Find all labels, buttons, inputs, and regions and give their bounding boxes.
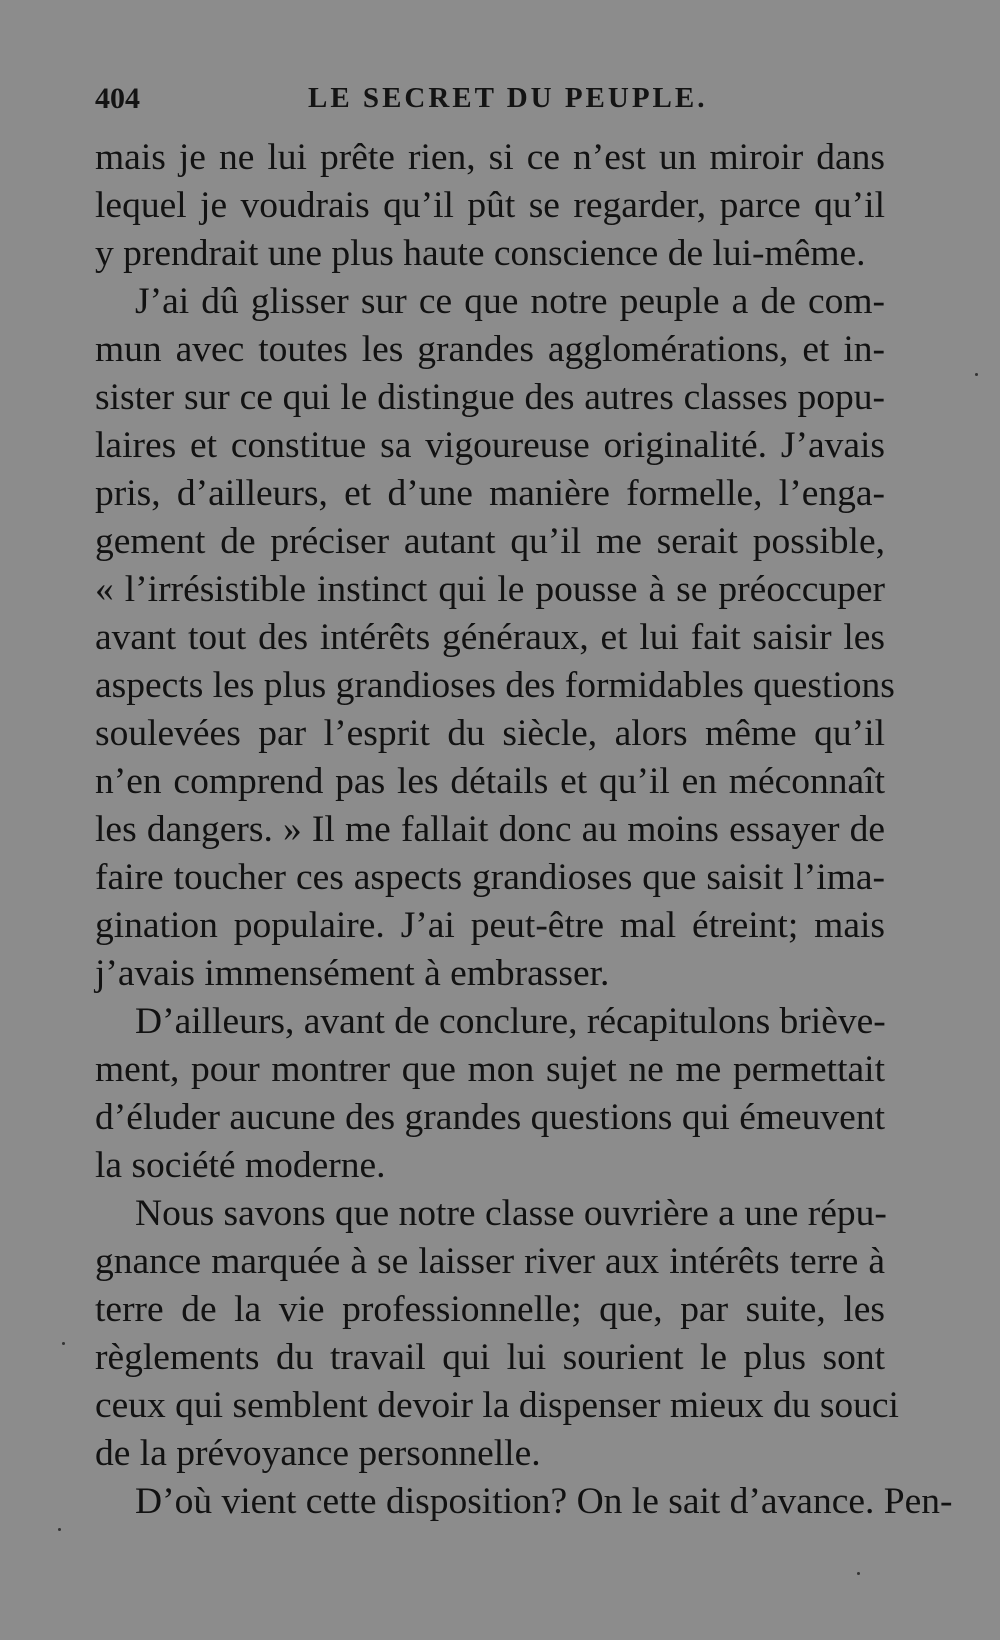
paragraph-start-line: D’où vient cette disposition? On le sait d’avance. Pen-	[135, 1481, 953, 1522]
running-title: LE SECRET DU PEUPLE.	[308, 82, 708, 114]
page-number: 404	[95, 82, 140, 115]
text-line: gement de préciser autant qu’il me serait possible,	[95, 521, 885, 562]
text-line: faire toucher ces aspects grandioses que saisit l’ima-	[95, 857, 885, 898]
text-line: mun avec toutes les grandes agglomérations, et in-	[95, 329, 885, 370]
scan-speck	[58, 1528, 61, 1531]
paragraph-start-line: D’ailleurs, avant de conclure, récapitulons briève-	[135, 1001, 886, 1042]
scan-speck	[62, 1342, 65, 1345]
text-line: « l’irrésistible instinct qui le pousse à se préoccuper	[95, 569, 885, 610]
text-line: d’éluder aucune des grandes questions qui émeuvent	[95, 1097, 885, 1138]
text-line: terre de la vie professionnelle; que, par suite, les	[95, 1289, 885, 1330]
text-line: n’en comprend pas les détails et qu’il en méconnaît	[95, 761, 885, 802]
text-line: mais je ne lui prête rien, si ce n’est un miroir dans	[95, 137, 885, 178]
text-line: ment, pour montrer que mon sujet ne me permettait	[95, 1049, 885, 1090]
text-line: de la prévoyance personnelle.	[95, 1433, 541, 1474]
text-line: avant tout des intérêts généraux, et lui fait saisir les	[95, 617, 885, 658]
text-line: ceux qui semblent devoir la dispenser mieux du souci	[95, 1385, 899, 1426]
text-line: sister sur ce qui le distingue des autres classes popu-	[95, 377, 885, 418]
scan-speck	[857, 1572, 860, 1575]
body-text	[95, 134, 953, 1526]
paragraph-start-line: J’ai dû glisser sur ce que notre peuple a de com-	[135, 281, 885, 322]
text-line: la société moderne.	[95, 1145, 386, 1186]
text-line: règlements du travail qui lui sourient le plus sont	[95, 1337, 885, 1378]
text-line: les dangers. » Il me fallait donc au moins essayer de	[95, 809, 885, 850]
text-line: y prendrait une plus haute conscience de lui-même.	[95, 233, 866, 274]
scan-speck	[975, 373, 978, 376]
text-line: aspects les plus grandioses des formidables questions	[95, 665, 895, 706]
running-head	[95, 82, 885, 122]
text-line: soulevées par l’esprit du siècle, alors même qu’il	[95, 713, 885, 754]
paragraph-start-line: Nous savons que notre classe ouvrière a une répu-	[135, 1193, 887, 1234]
text-line: laires et constitue sa vigoureuse originalité. J’avais	[95, 425, 885, 466]
text-line: gnance marquée à se laisser river aux intérêts terre à	[95, 1241, 885, 1282]
text-line: pris, d’ailleurs, et d’une manière formelle, l’enga-	[95, 473, 885, 514]
text-line: lequel je voudrais qu’il pût se regarder, parce qu’il	[95, 185, 885, 226]
text-line: gination populaire. J’ai peut-être mal étreint; mais	[95, 905, 885, 946]
text-line: j’avais immensément à embrasser.	[95, 953, 610, 994]
